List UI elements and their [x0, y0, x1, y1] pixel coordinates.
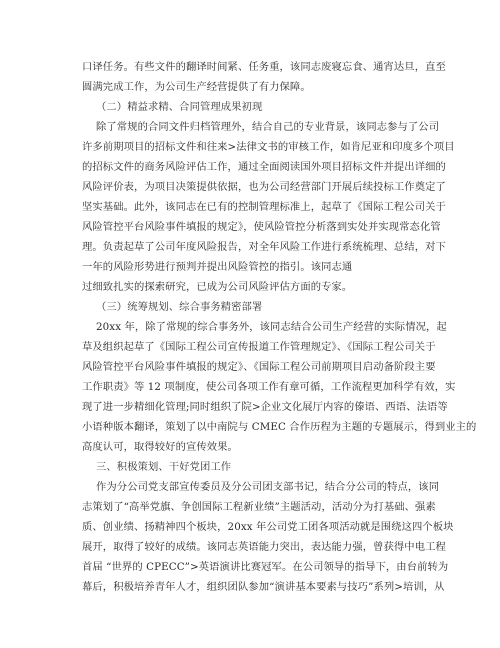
- text-line: 一年的风险形势进行预判并提出风险管控的指引。该同志通: [82, 261, 353, 273]
- text-line: 草及组织起草了《国际工程公司宣传报道工作管理规定》、《国际工程公司关于: [82, 341, 436, 353]
- text-line: 过细致扎实的探索研究，已成为公司风险评估方面的专家。: [82, 281, 353, 293]
- section-heading: （二）精益求精、合同管理成果初现: [96, 101, 263, 113]
- paragraph-first-line: 除了常规的合同文件归档管理外，结合自己的专业背景，该同志参与了公司: [96, 121, 440, 133]
- text-line: 工作职责》等 12 项制度，使公司各项工作有章可循，工作流程更加科学有效，实: [82, 381, 456, 393]
- text-line: 的招标文件的商务风险评估工作，通过全面阅读国外项目招标文件并提出详细的: [82, 161, 446, 173]
- text-line: 现了进一步精细化管理;同时组织了院>企业文化展厅内容的傣语、西语、法语等: [82, 401, 448, 413]
- text-line: 风险管控平台风险事件填报的规定》、《国际工程公司前期项目启动备阶段主要: [82, 361, 436, 373]
- paragraph-first-line: 作为分公司党支部宣传委员及分公司团支部书记，结合分公司的特点，该同: [96, 481, 440, 493]
- text-line: 许多前期项目的招标文件和往来>法律文书的审核工作，如肯尼亚和印度多个项目: [82, 141, 455, 153]
- section-heading: 三、积极策划、干好党团工作: [96, 461, 232, 473]
- text-line: 理。负责起草了公司年度风险报告，对全年风险工作进行系统梳理、总结，对下: [82, 241, 446, 253]
- text-line: 首届 “世界的 CPECC”>英语演讲比赛冠军。在公司领导的指导下，由台前转为: [82, 561, 449, 573]
- text-line: 风险评价表，为项目决策提供依据，也为公司经营部门开展后续投标工作奠定了: [82, 181, 446, 193]
- section-heading: （三）统筹规划、综合事务精密部署: [96, 301, 263, 313]
- text-line: 口译任务。有些文件的翻译时间紧、任务重，该同志废寝忘食、通宵达旦，直至: [82, 61, 446, 73]
- paragraph-first-line: 20xx 年，除了常规的综合事务外，该同志结合公司生产经营的实际情况，起: [96, 321, 447, 333]
- text-line: 志策划了“高举党旗、争创国际工程新业绩”主题活动，活动分为打基础、强素: [82, 501, 436, 513]
- text-line: 圆满完成工作，为公司生产经营提供了有力保障。: [82, 81, 311, 93]
- text-line: 质、创业绩、扬精神四个板块，20xx 年公司党工团各项活动就是围绕这四个板块: [82, 521, 454, 533]
- text-line: 小语种版本翻译，策划了以中南院与 CMEC 合作历程为主题的专题展示，得到业主的: [82, 421, 477, 433]
- text-line: 高度认可，取得较好的宣传效果。: [82, 441, 238, 453]
- text-line: 风险管控平台风险事件填报的规定》，使风险管控分析落到实处并实现常态化管: [82, 221, 441, 233]
- text-line: 幕后，积极培养青年人才，组织团队参加“演讲基本要素与技巧”系列>培训，从: [82, 581, 445, 593]
- text-line: 坚实基础。此外，该同志在已有的控制管理标准上，起草了《国际工程公司关于: [82, 201, 446, 213]
- text-line: 展开，取得了较好的成绩。该同志英语能力突出，表达能力强，曾获得中电工程: [82, 541, 446, 553]
